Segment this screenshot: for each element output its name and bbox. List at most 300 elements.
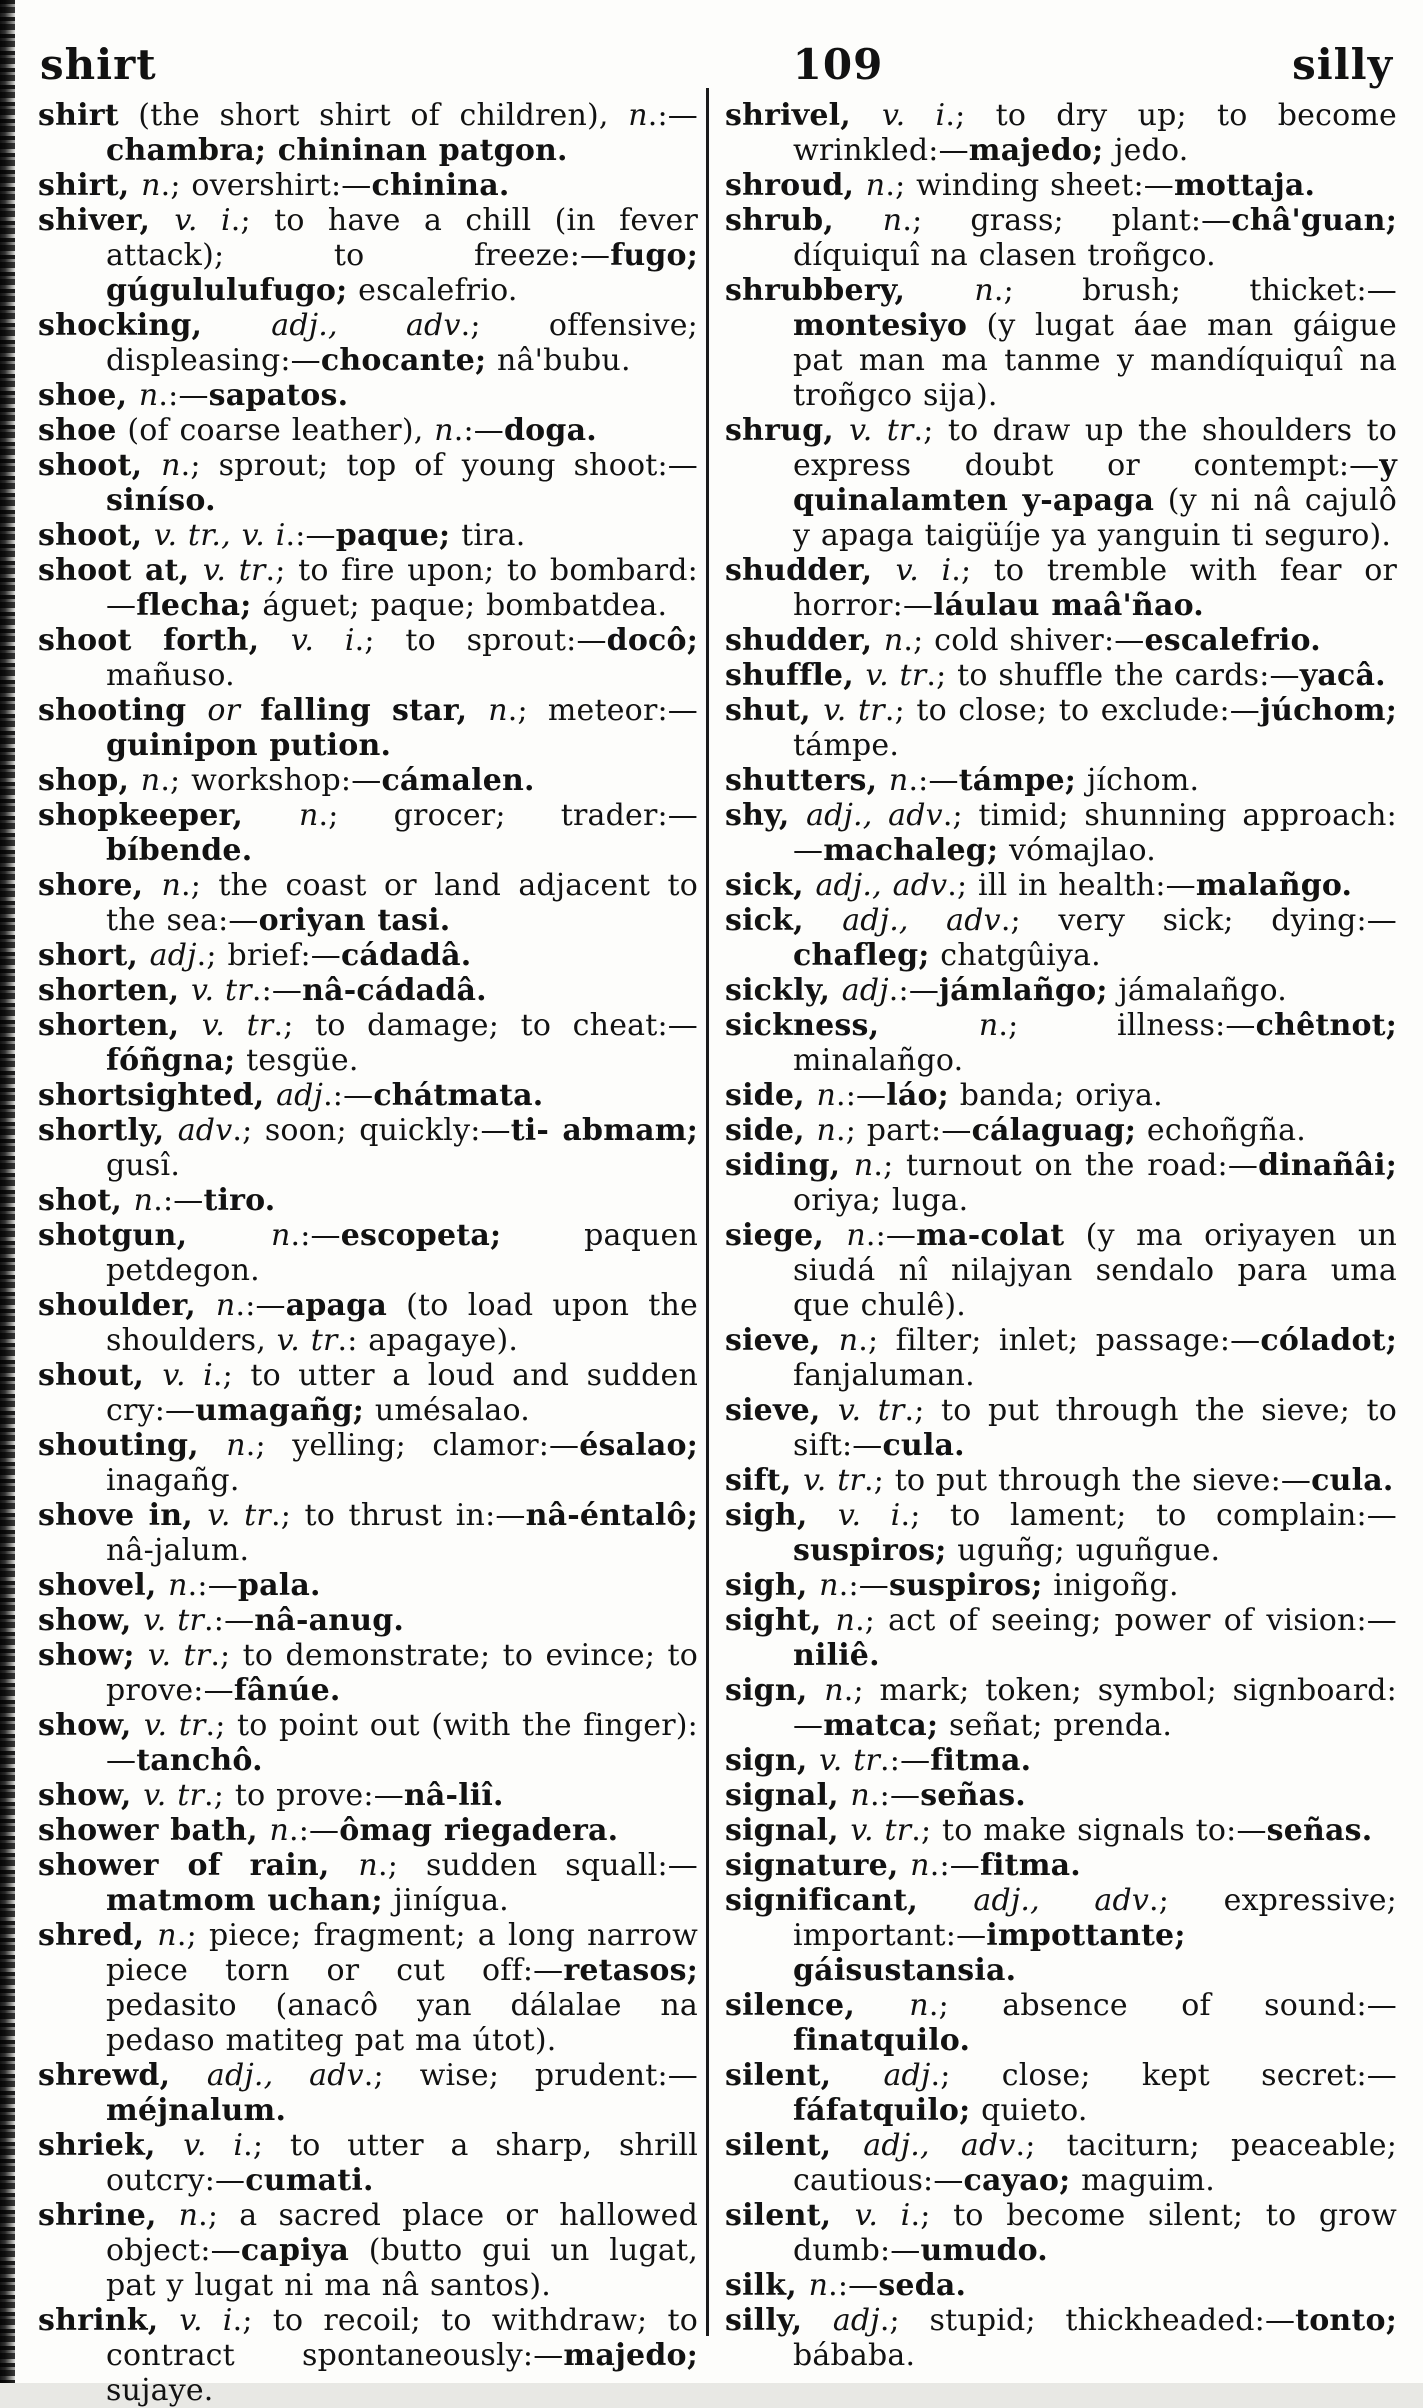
entry-pos-label: n (226, 1428, 246, 1463)
dictionary-entry (38, 2128, 698, 2198)
entry-text: .:— (285, 518, 336, 553)
entry-bold-text: silence, (725, 1988, 910, 2023)
entry-text: (y lugat áae man gáigue pat man ma tanme y mandíquiquî na troñgco sija). (793, 308, 1397, 413)
entry-bold-text: señas. (1266, 1813, 1373, 1848)
entry-bold-text: tanchô. (136, 1743, 263, 1778)
entry-text: .; wise; prudent:— (363, 2058, 699, 2093)
dictionary-entry (38, 1813, 698, 1848)
entry-text: .:— (204, 1603, 255, 1638)
entry-text: .; grocer; trader:— (318, 798, 698, 833)
entry-pos-label: n (978, 1008, 999, 1043)
entry-bold-text: shoe (38, 413, 117, 448)
dictionary-entry (38, 203, 698, 308)
dictionary-entry (725, 1218, 1397, 1323)
entry-pos-label: n (270, 1218, 291, 1253)
column-divider-rule (706, 88, 709, 2336)
entry-pos-label: n (974, 273, 994, 308)
dictionary-entry (725, 1673, 1397, 1743)
dictionary-entry (725, 1078, 1397, 1113)
entry-text: (y ni nâ cajulô y apaga taigüíje ya yanguin ti seguro). (793, 483, 1397, 553)
entry-bold-text: cumati. (245, 2163, 374, 2198)
entry-text: jíchom. (1076, 763, 1200, 798)
dictionary-entry (725, 1393, 1397, 1463)
entry-bold-text: doga. (504, 413, 597, 448)
entry-bold-text: shove in, (38, 1498, 208, 1533)
entry-bold-text: nâ-anug. (254, 1603, 405, 1638)
entry-pos-label: n (133, 1183, 154, 1218)
entry-bold-text: apaga (285, 1288, 387, 1323)
entry-text: maguim. (1070, 2163, 1215, 2198)
entry-bold-text: shower of rain, (38, 1848, 359, 1883)
entry-pos-label: n (434, 413, 454, 448)
entry-text: .:— (251, 973, 303, 1008)
entry-bold-text: sign, (725, 1743, 820, 1778)
entry-text: .; illness:— (998, 1008, 1256, 1043)
entry-bold-text: cámalen. (381, 763, 535, 798)
entry-bold-text: show, (38, 1778, 144, 1813)
entry-text: .; to thrust in:— (270, 1498, 526, 1533)
entry-bold-text: side, (725, 1113, 817, 1148)
entry-text: .:— (888, 973, 940, 1008)
entry-bold-text: capiya (240, 2233, 350, 2268)
entry-bold-text: shrug, (725, 413, 850, 448)
entry-text: uguñg; uguñgue. (946, 1533, 1221, 1568)
entry-text: .:— (880, 1743, 931, 1778)
entry-bold-text: fáfatquilo; (793, 2093, 971, 2128)
dictionary-entry (725, 1813, 1397, 1848)
entry-text: .; expressive; important:— (793, 1883, 1397, 1953)
entry-bold-text: chambra; chininan patgon. (106, 133, 568, 168)
entry-bold-text: ti- abmam; (510, 1113, 698, 1148)
entry-bold-text: suspiros; (888, 1568, 1043, 1603)
entry-text: .:— (153, 1183, 204, 1218)
entry-bold-text: ma-colat (916, 1218, 1065, 1253)
entry-bold-text: shut, (725, 693, 824, 728)
entry-text: oriya; luga. (793, 1183, 969, 1218)
entry-text: .; filter; inlet; passage:— (858, 1323, 1261, 1358)
entry-bold-text: shrubbery, (725, 273, 975, 308)
entry-bold-text: flecha; (136, 588, 252, 623)
entry-pos-label: n (824, 1673, 844, 1708)
entry-bold-text: shrub, (725, 203, 883, 238)
entry-text: gusî. (106, 1148, 181, 1183)
entry-text: tesgüe. (235, 1043, 359, 1078)
entry-bold-text: shotgun, (38, 1218, 271, 1253)
entry-pos-label: adj., adv (973, 1883, 1150, 1918)
entry-pos-label: n (168, 1568, 188, 1603)
dictionary-entry (38, 1778, 698, 1813)
entry-bold-text: silent, (725, 2058, 884, 2093)
entry-text: .:— (323, 1078, 374, 1113)
entry-bold-text: shorten, (38, 1008, 202, 1043)
dictionary-entry (725, 1603, 1397, 1673)
dictionary-entry (725, 1323, 1397, 1393)
entry-text: .; to put through the sieve; to sift:— (793, 1393, 1397, 1463)
entry-bold-text: shrine, (38, 2198, 179, 2233)
entry-text: .; sprout; top of young shoot:— (180, 448, 698, 483)
entry-bold-text: short, (38, 938, 150, 973)
entry-text: .:— (288, 1813, 340, 1848)
entry-pos-label: or (207, 693, 261, 728)
running-head-right: silly (1292, 40, 1393, 89)
entry-text: .; close; kept secret:— (930, 2058, 1397, 2093)
entry-pos-label: v. tr (865, 658, 927, 693)
entry-text: .; meteor:— (507, 693, 698, 728)
entry-pos-label: n (298, 798, 319, 833)
entry-text: .:— (647, 98, 698, 133)
dictionary-entry (725, 798, 1397, 868)
entry-text: .; to prove:— (204, 1778, 404, 1813)
dictionary-entry (38, 2058, 698, 2128)
entry-pos-label: v. tr (849, 413, 914, 448)
entry-bold-text: shrink, (38, 2303, 180, 2338)
entry-bold-text: cula. (1311, 1463, 1394, 1498)
entry-pos-label: v. tr (819, 1743, 881, 1778)
entry-pos-label: adj., adv (271, 308, 461, 343)
entry-bold-text: shy, (725, 798, 807, 833)
entry-pos-label: adj (883, 2058, 931, 2093)
entry-pos-label: n (816, 1078, 836, 1113)
dictionary-entry (725, 973, 1397, 1008)
entry-pos-label: n (178, 2198, 199, 2233)
entry-pos-label: n (140, 763, 161, 798)
entry-text: .; piece; fragment; a long narrow piece torn or cut off:— (106, 1918, 699, 1988)
entry-pos-label: n (141, 168, 161, 203)
entry-text: .; to utter a sharp, shrill outcry:— (106, 2128, 699, 2198)
entry-text: .; brief:— (196, 938, 341, 973)
entry-bold-text: shred, (38, 1918, 158, 1953)
entry-bold-text: shocking, (38, 308, 272, 343)
entry-text: .; to shuffle the cards:— (926, 658, 1300, 693)
dictionary-entry (38, 868, 698, 938)
entry-bold-text: shortsighted, (38, 1078, 277, 1113)
dictionary-entry (38, 1848, 698, 1918)
entry-text: .; to lament; to complain:— (900, 1498, 1397, 1533)
left-column (38, 98, 698, 2408)
entry-bold-text: cóladot; (1260, 1323, 1397, 1358)
entry-bold-text: shop, (38, 763, 141, 798)
entry-text: nâ'bubu. (486, 343, 631, 378)
entry-pos-label: adj., adv (206, 2058, 364, 2093)
entry-text: .; to draw up the shoulders to express doubt or contempt:— (793, 413, 1398, 483)
entry-pos-label: n (819, 1568, 839, 1603)
entry-pos-label: n (838, 1323, 859, 1358)
dictionary-entry (38, 1183, 698, 1218)
entry-text: .; to sprout:— (354, 623, 607, 658)
entry-text: tira. (450, 518, 526, 553)
entry-bold-text: sapatos. (208, 378, 349, 413)
entry-bold-text: sigh, (725, 1498, 838, 1533)
dictionary-entry (38, 448, 698, 518)
dictionary-entry (38, 98, 698, 168)
entry-bold-text: júchom; (1260, 693, 1397, 728)
entry-pos-label: n (853, 1148, 874, 1183)
entry-bold-text: umudo. (920, 2233, 1048, 2268)
entry-bold-text: shoot forth, (38, 623, 291, 658)
dictionary-entry (38, 1603, 698, 1638)
entry-bold-text: láulau maâ'ñao. (933, 588, 1204, 623)
entry-text: minalañgo. (793, 1043, 964, 1078)
entry-bold-text: shutters, (725, 763, 889, 798)
entry-text: .; mark; token; symbol; signboard:— (793, 1673, 1397, 1743)
entry-text: (y ma oriyayen un siudá nî nilajyan sendalo para uma que chulê). (793, 1218, 1397, 1323)
dictionary-entry (38, 2198, 698, 2303)
entry-text: pedasito (anacô yan dálalae na pedaso matiteg pat ma útot). (106, 1988, 698, 2058)
entry-text: .; to demonstrate; to evince; to prove:— (106, 1638, 698, 1708)
entry-text: .; act of seeing; power of vision:— (855, 1603, 1397, 1638)
entry-text: .:— (235, 1288, 286, 1323)
entry-bold-text: fugo; gúgululufugo; (106, 238, 698, 308)
entry-bold-text: chátmata. (373, 1078, 544, 1113)
entry-text: .:— (453, 413, 504, 448)
entry-bold-text: shoulder, (38, 1288, 216, 1323)
entry-bold-text: chinina. (371, 168, 510, 203)
entry-pos-label: n (846, 1218, 866, 1253)
entry-bold-text: tiro. (203, 1183, 276, 1218)
entry-bold-text: señas. (920, 1778, 1026, 1813)
dictionary-entry (38, 1498, 698, 1568)
entry-text: .; very sick; dying:— (1000, 903, 1398, 938)
dictionary-entry (725, 1463, 1397, 1498)
entry-bold-text: signal, (725, 1813, 851, 1848)
entry-bold-text: sieve, (725, 1393, 838, 1428)
entry-pos-label: v. tr (276, 1323, 338, 1358)
dictionary-entry (38, 1638, 698, 1708)
dictionary-entry (725, 1498, 1397, 1568)
entry-bold-text: silly, (725, 2303, 833, 2338)
entry-text: nâ-jalum. (106, 1533, 250, 1568)
entry-bold-text: siníso. (106, 483, 216, 518)
entry-pos-label: v. tr (143, 1603, 205, 1638)
dictionary-entry (725, 868, 1397, 903)
entry-pos-label: v. i (179, 2303, 233, 2338)
entry-bold-text: silent, (725, 2128, 864, 2163)
entry-bold-text: châ'guan; (1231, 203, 1397, 238)
entry-pos-label: v. tr (803, 1463, 864, 1498)
entry-bold-text: show; (38, 1638, 148, 1673)
entry-text: .; to dry up; to become wrinkled:— (793, 98, 1398, 168)
entry-bold-text: méjnalum. (106, 2093, 287, 2128)
entry-bold-text: chafleg; (793, 938, 930, 973)
entry-text: .; overshirt:— (160, 168, 372, 203)
entry-text: paquen petdegon. (106, 1218, 698, 1288)
entry-bold-text: siege, (725, 1218, 847, 1253)
dictionary-entry (38, 1708, 698, 1778)
entry-bold-text: guinipon pution. (106, 728, 392, 763)
entry-bold-text: y quinalamten y-apaga (793, 448, 1397, 518)
entry-bold-text: escalefrio. (1144, 623, 1321, 658)
entry-text: fanjaluman. (793, 1358, 975, 1393)
entry-bold-text: bíbende. (106, 833, 253, 868)
entry-bold-text: shroud, (725, 168, 866, 203)
entry-text: bábaba. (793, 2338, 916, 2373)
entry-pos-label: v. tr (143, 1708, 206, 1743)
entry-bold-text: shudder, (725, 553, 896, 588)
entry-bold-text: sick, (725, 868, 816, 903)
entry-bold-text: nâ-liî. (403, 1778, 504, 1813)
dictionary-entry (725, 623, 1397, 658)
entry-bold-text: shouting, (38, 1428, 227, 1463)
entry-text: .; a sacred place or hallowed object:— (106, 2198, 698, 2268)
entry-bold-text: montesiyo (793, 308, 968, 343)
entry-bold-text: fóñgna; (106, 1043, 236, 1078)
entry-bold-text: majedo; (563, 2338, 698, 2373)
dictionary-entry (38, 1568, 698, 1603)
entry-bold-text: docô; (606, 623, 698, 658)
entry-pos-label: n (850, 1778, 870, 1813)
entry-pos-label: n (269, 1813, 289, 1848)
entry-bold-text: significant, (725, 1883, 974, 1918)
entry-bold-text: sickly, (725, 973, 842, 1008)
entry-bold-text: cula. (882, 1428, 965, 1463)
dictionary-entry (725, 168, 1397, 203)
entry-bold-text: cádadâ. (340, 938, 472, 973)
dictionary-entry (38, 973, 698, 1008)
dictionary-entry (725, 2128, 1397, 2198)
entry-text: .; brush; thicket:— (993, 273, 1397, 308)
entry-text: (to load upon the shoulders, (106, 1288, 698, 1358)
entry-text: umésalao. (364, 1393, 530, 1428)
entry-bold-text: chêtnot; (1255, 1008, 1398, 1043)
entry-bold-text: umagañg; (195, 1393, 365, 1428)
entry-bold-text: nâ-éntalô; (525, 1498, 698, 1533)
entry-bold-text: oriyan tasi. (258, 903, 451, 938)
entry-text: .; workshop:— (160, 763, 382, 798)
dictionary-entry (725, 273, 1397, 413)
dictionary-entry (38, 378, 698, 413)
entry-text: .; part:— (835, 1113, 972, 1148)
entry-bold-text: suspiros; (793, 1533, 947, 1568)
entry-text: .; grass; plant:— (902, 203, 1232, 238)
dictionary-entry (725, 1743, 1397, 1778)
entry-pos-label: v. tr (143, 1778, 205, 1813)
entry-pos-label: v. tr (190, 973, 252, 1008)
entry-bold-text: láo; (886, 1078, 949, 1113)
entry-text: díquiquî na clasen troñgco. (793, 238, 1216, 273)
entry-pos-label: n (161, 448, 181, 483)
entry-bold-text: escopeta; (340, 1218, 502, 1253)
entry-pos-label: n (488, 693, 508, 728)
entry-text: .:— (865, 1218, 917, 1253)
entry-bold-text: shoe, (38, 378, 139, 413)
dictionary-entry (38, 938, 698, 973)
entry-bold-text: niliê. (793, 1638, 880, 1673)
entry-pos-label: v. tr (201, 1008, 274, 1043)
entry-pos-label: v. tr (837, 1393, 905, 1428)
dictionary-entry (38, 1358, 698, 1428)
dictionary-entry (725, 903, 1397, 973)
entry-text: .: apagaye). (337, 1323, 519, 1358)
dictionary-entry (725, 1883, 1397, 1988)
entry-bold-text: majedo; (968, 133, 1104, 168)
entry-text: .; timid; shunning approach:— (793, 798, 1397, 868)
entry-bold-text: silk, (725, 2268, 809, 2303)
entry-bold-text: shortly, (38, 1113, 178, 1148)
entry-text: .:— (869, 1778, 921, 1813)
page-edge-scan-artifact (0, 0, 15, 2383)
entry-pos-label: adj (149, 938, 197, 973)
entry-bold-text: shoot, (38, 448, 162, 483)
entry-bold-text: falling star, (260, 693, 489, 728)
entry-text: .; to utter a loud and sudden cry:— (106, 1358, 699, 1428)
entry-text: .; to have a chill (in fever attack); to freeze:— (106, 203, 698, 273)
entry-text: inagañg. (106, 1463, 240, 1498)
entry-pos-label: v. i (837, 1498, 901, 1533)
dictionary-entry (38, 1008, 698, 1078)
entry-pos-label: adj (276, 1078, 324, 1113)
entry-text: .:— (908, 763, 959, 798)
entry-text: .; the coast or land adjacent to the sea:— (106, 868, 698, 938)
entry-bold-text: shoot at, (38, 553, 203, 588)
dictionary-entry (725, 693, 1397, 763)
dictionary-entry (725, 2303, 1397, 2373)
dictionary-entry (725, 553, 1397, 623)
entry-bold-text: sign, (725, 1673, 825, 1708)
entry-bold-text: malañgo. (1195, 868, 1353, 903)
dictionary-entry (38, 1428, 698, 1498)
entry-bold-text: shrivel, (725, 98, 882, 133)
entry-text: quieto. (970, 2093, 1088, 2128)
entry-bold-text: shot, (38, 1183, 134, 1218)
entry-bold-text: shovel, (38, 1568, 169, 1603)
entry-pos-label: adj., adv (815, 868, 948, 903)
dictionary-entry (725, 1568, 1397, 1603)
entry-bold-text: signature, (725, 1848, 911, 1883)
entry-bold-text: seda. (878, 2268, 967, 2303)
entry-bold-text: tonto; (1295, 2303, 1397, 2338)
entry-bold-text: shudder, (725, 623, 884, 658)
entry-text: vómajlao. (998, 833, 1156, 868)
dictionary-entry (38, 1918, 698, 2058)
entry-pos-label: n (888, 763, 909, 798)
entry-text: .; ill in health:— (947, 868, 1196, 903)
entry-pos-label: v. tr., v. i (153, 518, 286, 553)
dictionary-entry (725, 1113, 1397, 1148)
dictionary-entry (725, 1848, 1397, 1883)
entry-text: .:— (290, 1218, 341, 1253)
entry-text: .:— (828, 2268, 879, 2303)
entry-pos-label: adj (832, 2303, 880, 2338)
entry-bold-text: silent, (725, 2198, 855, 2233)
dictionary-entry (725, 203, 1397, 273)
entry-text: .:— (158, 378, 209, 413)
dictionary-entry (38, 413, 698, 448)
entry-bold-text: signal, (725, 1778, 851, 1813)
entry-text: águet; paque; bombatdea. (251, 588, 668, 623)
entry-pos-label: v. i (162, 1358, 213, 1393)
entry-text: .; to tremble with fear or horror:— (793, 553, 1397, 623)
entry-pos-label: n (157, 1918, 177, 1953)
entry-pos-label: v. i (895, 553, 952, 588)
entry-pos-label: v. tr (823, 693, 885, 728)
entry-pos-label: n (628, 98, 648, 133)
entry-text: jedo. (1103, 133, 1189, 168)
entry-text: .:— (929, 1848, 980, 1883)
entry-text: .; to make signals to:— (911, 1813, 1267, 1848)
entry-text: .; stupid; thickheaded:— (879, 2303, 1296, 2338)
entry-text: (butto gui un lugat, pat y lugat ni ma nâ santos). (106, 2233, 698, 2303)
entry-bold-text: pala. (237, 1568, 321, 1603)
dictionary-entry (725, 1008, 1397, 1078)
entry-text: mañuso. (106, 658, 235, 693)
entry-text: escalefrio. (347, 273, 518, 308)
entry-pos-label: v. i (881, 98, 946, 133)
entry-pos-label: n (161, 868, 182, 903)
entry-text: .; to point out (with the finger):— (106, 1708, 698, 1778)
entry-pos-label: adj (841, 973, 889, 1008)
entry-pos-label: adj., adv (863, 2128, 1016, 2163)
dictionary-entry (725, 1778, 1397, 1813)
